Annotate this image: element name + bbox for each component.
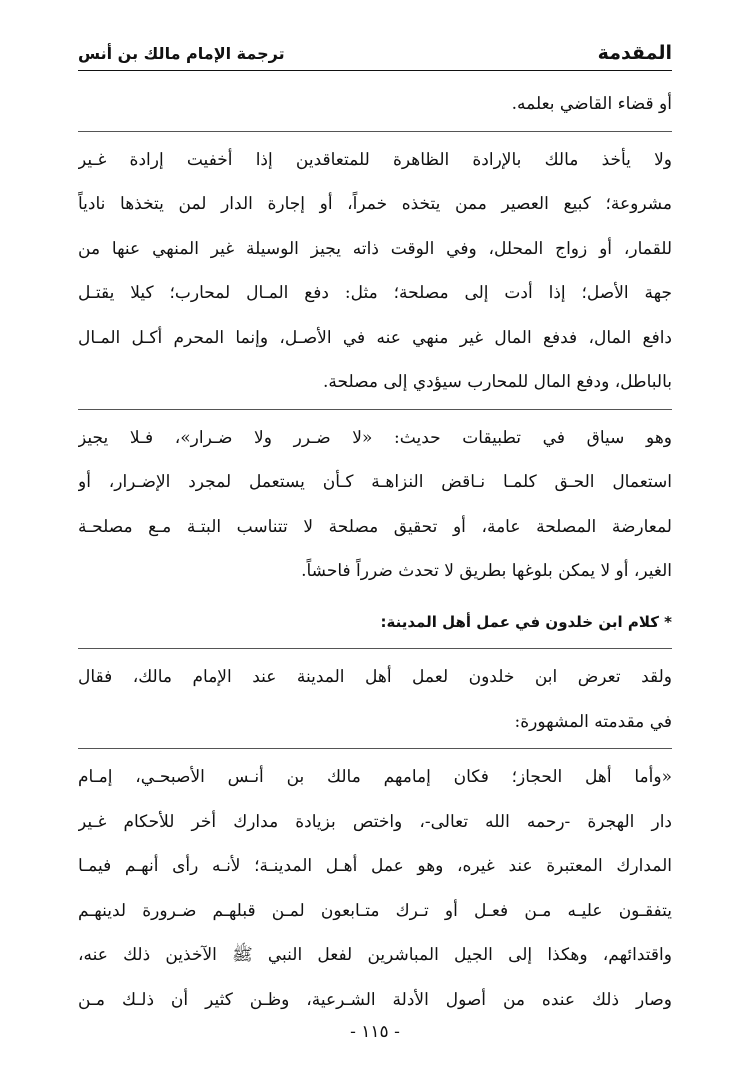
paragraph xyxy=(78,755,672,1022)
text-line: في مقدمته المشهورة: xyxy=(514,711,672,732)
paragraph xyxy=(78,138,672,405)
text-line: لمعارضة المصلحة عامة، أو تحقيق مصلحة لا تتناسب البتـة مـع مصلحـة xyxy=(78,516,672,537)
text-line: جهة الأصل؛ إذا أدت إلى مصلحة؛ مثل: دفع المـال لمحارب؛ كيلا يقتـل xyxy=(78,283,672,303)
text-line: أو قضاء القاضي بعلمه. xyxy=(511,94,672,114)
paragraph-divider xyxy=(78,748,672,749)
text-line: ولقد تعرض ابن خلدون لعمل أهل المدينة عند الإمام مالك، فقال xyxy=(78,667,672,687)
text-line: «وأما أهل الحجاز؛ فكان إمامهم مالك بن أنـس الأصبحـي، إمـام xyxy=(78,767,672,787)
text-line: ولا يأخذ مالك بالإرادة الظاهرة للمتعاقدين إذا أخفيت إرادة غـير xyxy=(78,149,672,170)
text-line: الغير، أو لا يمكن بلوغها بطريق لا تحدث ضرراً فاحشاً. xyxy=(301,561,672,581)
body-text xyxy=(78,82,672,1022)
text-line: بالباطل، ودفع المال للمحارب سيؤدي إلى مصلحة. xyxy=(322,372,672,392)
paragraph xyxy=(78,82,672,127)
paragraph xyxy=(78,655,672,744)
paragraph-divider xyxy=(78,648,672,649)
text-line: دار الهجرة -رحمه الله تعالى-، واختص بزيادة مدارك أخر للأحكام غـير xyxy=(78,811,672,832)
text-line: للقمار، أو زواج المحلل، وفي الوقت ذاته يجيز الوسيلة غير المنهي عنها من xyxy=(78,238,672,259)
text-line: يتفقـون عليـه مـن فعـل أو تـرك متـابعون لمـن قبلهـم ضـرورة لدينهـم xyxy=(78,900,672,921)
section-title: المقدمة xyxy=(597,42,672,64)
book-title: ترجمة الإمام مالك بن أنس xyxy=(78,44,285,63)
paragraph-divider xyxy=(78,131,672,132)
text-line: وصار ذلك عنده من أصول الأدلة الشـرعية، وظـن كثير أن ذلـك مـن xyxy=(78,989,672,1010)
text-line: دافع المال، فدفع المال غير منهي عنه في الأصـل، وإنما المحرم أكـل المـال xyxy=(78,327,672,348)
text-line: استعمال الحـق كلمـا نـاقض النزاهـة كـأن يستعمل لمجرد الإضـرار، أو xyxy=(78,472,672,492)
page-number: - ١١٥ - xyxy=(350,1022,400,1042)
section-subheading: * كلام ابن خلدون في عمل أهل المدينة: xyxy=(380,612,672,631)
text-line: واقتدائهم، وهكذا إلى الجيل المباشرين لفعل النبي ﷺ الآخذين ذلك عنه، xyxy=(78,945,672,965)
paragraph-divider xyxy=(78,409,672,410)
text-line: وهو سياق في تطبيقات حديث: «لا ضـرر ولا ضـرار»، فـلا يجيز xyxy=(78,427,672,448)
text-line: مشروعة؛ كبيع العصير ممن يتخذه خمراً، أو إجارة الدار لمن يتخذها نادياً xyxy=(78,194,672,214)
running-header xyxy=(78,38,672,71)
paragraph xyxy=(78,416,672,594)
text-line: المدارك المعتبرة عند غيره، وهو عمل أهـل المدينـة؛ لأنـه رأى أنهـم فيمـا xyxy=(78,856,672,876)
